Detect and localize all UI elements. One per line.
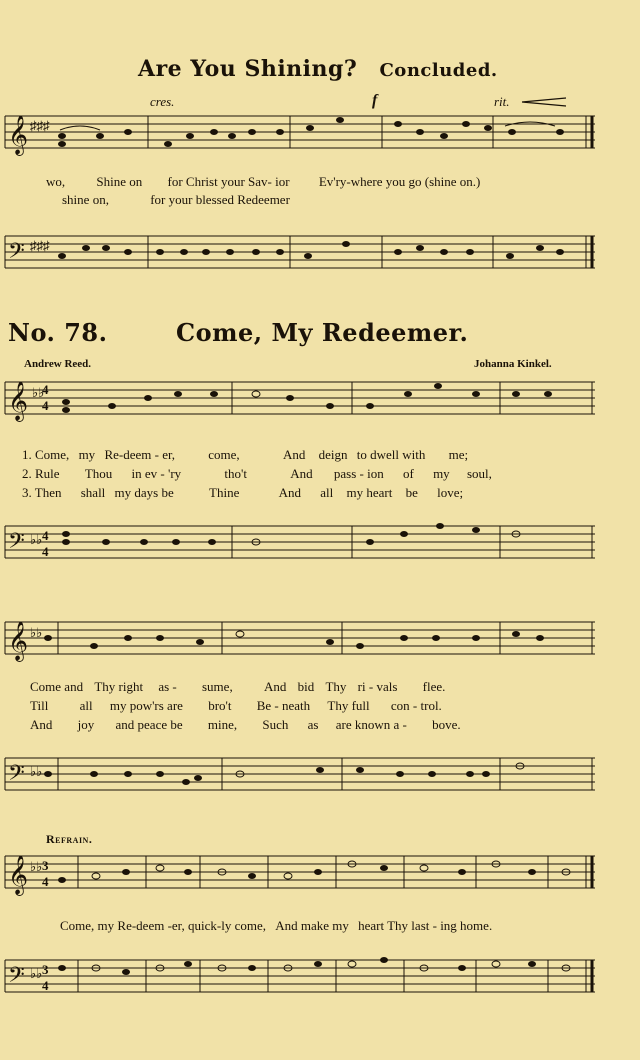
svg-text:♭♭: ♭♭ [30,625,43,640]
continuation-note: Concluded. [379,60,498,81]
svg-text:♯♯♯: ♯♯♯ [30,238,50,253]
svg-text:𝄞: 𝄞 [8,857,29,894]
verse-line-5: Till all my pow'rs are bro't Be - neath Thy full con - trol. [30,698,442,713]
svg-text:4: 4 [42,874,49,889]
svg-text:♭♭: ♭♭ [30,859,43,874]
svg-text:♭♭: ♭♭ [30,532,43,547]
staff-bass-shining [0,222,640,288]
staff-treble-verse1 [0,372,640,432]
verse-line-4: Come and Thy right as - sume, And bid Thy ri - vals flee. [30,679,446,694]
staff-bass-verse1 [0,510,640,576]
svg-text:𝄞: 𝄞 [8,117,29,154]
staff-treble-shining [0,108,640,168]
staff-treble-verse2 [0,614,640,674]
refrain-label: Refrain. [46,832,93,846]
svg-text:♯♯♯: ♯♯♯ [30,118,50,133]
svg-text:4: 4 [42,544,49,559]
staff-treble-refrain [0,848,640,908]
svg-text:4: 4 [42,398,49,413]
hymn-number: No. 78. [8,318,108,347]
svg-text:𝄞: 𝄞 [8,623,29,660]
verse-line-1: 1. Come, my Re-deem - er, come, And deign to dwell with me; [22,447,469,462]
verse-line-3: 3. Then shall my days be Thine And all my heart be love; [22,485,464,500]
svg-text:𝄢: 𝄢 [8,529,25,558]
continuation-title: Are You Shining? Concluded. [138,56,498,82]
verse-line-2: 2. Rule Thou in ev - 'ry tho't And pass - ion of my soul, [22,466,492,481]
staff-bass-verse2 [0,744,640,810]
svg-text:4: 4 [42,528,49,543]
svg-text:4: 4 [42,382,49,397]
shining-lyric-line1: wo, Shine on for Christ your Sav- ior Ev'ry-where you go (shine on.) [46,174,481,189]
svg-text:𝄢: 𝄢 [8,239,25,268]
hymn-author: Andrew Reed. [24,358,92,370]
svg-text:𝄢: 𝄢 [8,963,25,992]
hymn-composer: Johanna Kinkel. [474,358,552,370]
svg-text:𝄞: 𝄞 [8,383,29,420]
svg-text:♭♭: ♭♭ [30,764,43,779]
dynamic-cres: cres. [150,94,175,109]
staff-bass-refrain [0,944,640,1014]
svg-text:♭♭: ♭♭ [30,966,43,981]
svg-text:3: 3 [42,962,49,977]
dynamic-rit: rit. [494,94,510,109]
decrescendo-mark [520,96,570,108]
svg-text:3: 3 [42,858,49,873]
shining-lyric-line2: shine on, for your blessed Redeemer [62,192,290,207]
hymn-title: Come, My Redeemer. [176,318,469,347]
dynamic-forte: f [372,92,378,109]
svg-text:♭♭: ♭♭ [32,385,45,400]
svg-text:4: 4 [42,978,49,993]
svg-text:𝄢: 𝄢 [8,761,25,790]
refrain-lyric: Come, my Re-deem -er, quick-ly come, And make my heart Thy last - ing home. [60,918,493,933]
verse-line-6: And joy and peace be mine, Such as are known a - bove. [30,717,461,732]
